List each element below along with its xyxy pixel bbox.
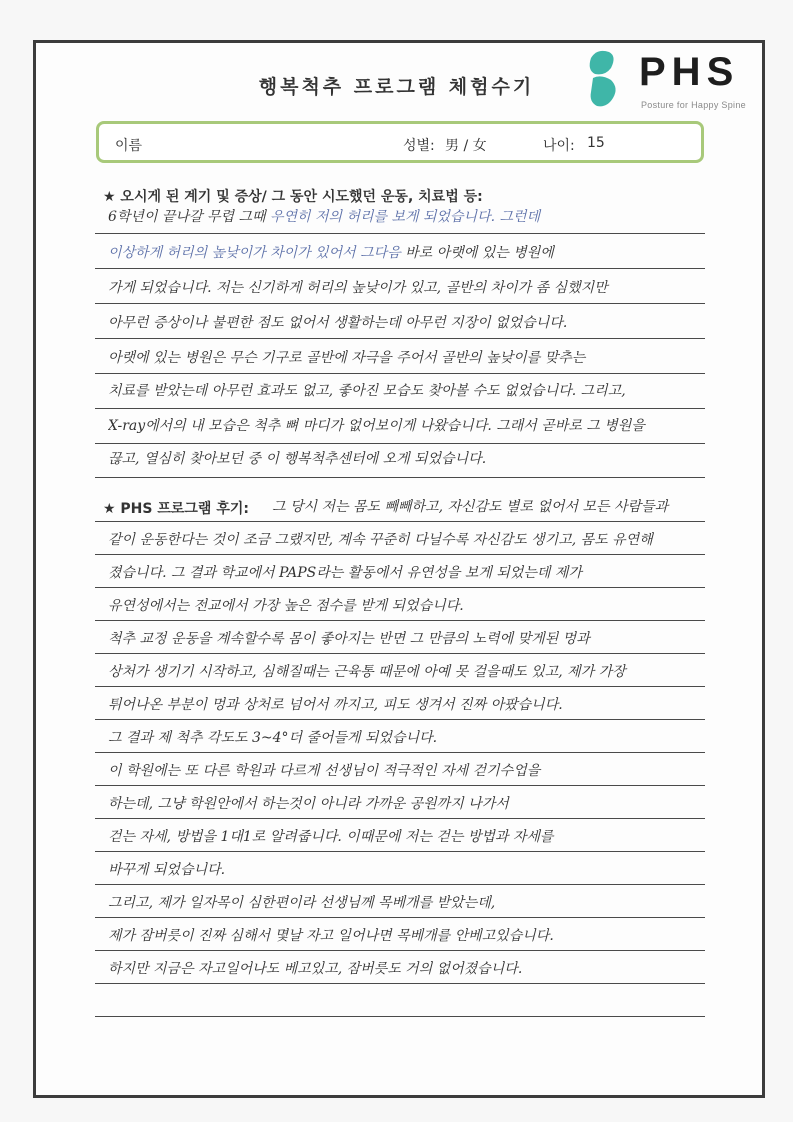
handwritten-text: 아무런 증상이나 불편한 점도 없어서 생활하는데 아무런 지장이 없었습니다. bbox=[108, 315, 568, 331]
handwritten-line bbox=[108, 206, 708, 226]
ruled-line bbox=[95, 818, 705, 819]
info-box bbox=[96, 121, 704, 163]
page-title: 행복척추 프로그램 체험수기 bbox=[258, 76, 535, 98]
handwritten-line: 졌습니다. 그 결과 학교에서 PAPS라는 활동에서 유연성을 보게 되었는데 제가 bbox=[108, 565, 582, 581]
handwritten-line bbox=[108, 380, 708, 400]
handwritten-text: X-ray에서의 내 모습은 척추 뼈 마디가 없어보이게 나왔습니다. 그래서 곧바로 그 병원을 bbox=[108, 418, 645, 434]
ruled-line bbox=[95, 443, 705, 444]
ruled-line bbox=[95, 686, 705, 687]
logo-tagline: Posture for Happy Spine bbox=[641, 100, 746, 110]
handwritten-line: 상처가 생기기 시작하고, 심해질때는 근육통 때문에 아예 못 걸을때도 있고, 제가 가장 bbox=[108, 664, 626, 680]
ruled-line bbox=[95, 785, 705, 786]
ruled-line bbox=[95, 1016, 705, 1017]
ruled-line bbox=[95, 268, 705, 269]
age-value: 15 bbox=[587, 135, 605, 151]
handwritten-line bbox=[108, 312, 708, 332]
ruled-line bbox=[95, 338, 705, 339]
handwritten-line: 그리고, 제가 일자목이 심한편이라 선생님께 목베개를 받았는데, bbox=[108, 895, 496, 911]
handwritten-line: 같이 운동한다는 것이 조금 그랬지만, 계속 꾸준히 다닐수록 자신감도 생기고, 몸도 유연해 bbox=[108, 532, 653, 548]
handwritten-text: 바로 아랫에 있는 병원에 bbox=[400, 245, 554, 261]
ruled-line bbox=[95, 233, 705, 234]
handwritten-line: 바꾸게 되었습니다. bbox=[108, 862, 226, 878]
handwritten-line: 제가 잠버릇이 진짜 심해서 몇날 자고 일어나면 목베개를 안베고있습니다. bbox=[108, 928, 554, 944]
logo-wordmark: PHS bbox=[639, 50, 740, 94]
ruled-line bbox=[95, 884, 705, 885]
handwritten-line bbox=[108, 448, 708, 468]
ruled-line bbox=[95, 303, 705, 304]
ruled-line bbox=[95, 521, 705, 522]
age-label: 나이: bbox=[543, 138, 575, 154]
ruled-line bbox=[95, 587, 705, 588]
handwritten-line: 하지만 지금은 자고일어나도 베고있고, 잠버릇도 거의 없어졌습니다. bbox=[108, 961, 523, 977]
ruled-line bbox=[95, 752, 705, 753]
phs-logo bbox=[585, 44, 765, 114]
section1-title: ★ 오시게 된 계기 및 증상/ 그 동안 시도했던 운동, 치료법 등: bbox=[103, 189, 483, 205]
ruled-line bbox=[95, 983, 705, 984]
handwritten-text: 아랫에 있는 병원은 무슨 기구로 골반에 자극을 주어서 골반의 높낮이를 맞추는 bbox=[108, 350, 586, 366]
handwritten-line: 유연성에서는 전교에서 가장 높은 점수를 받게 되었습니다. bbox=[108, 598, 464, 614]
handwritten-text-blue: 우연히 저의 허리를 보게 되었습니다. 그런데 bbox=[265, 209, 541, 225]
ruled-line bbox=[95, 477, 705, 478]
handwritten-line: 튀어나온 부분이 멍과 상처로 넘어서 까지고, 피도 생겨서 진짜 아팠습니다. bbox=[108, 697, 563, 713]
handwritten-line: 걷는 자세, 방법을 1대1로 알려줍니다. 이때문에 저는 걷는 방법과 자세를 bbox=[108, 829, 554, 845]
phs-logo-icon bbox=[587, 48, 623, 110]
handwritten-line: 하는데, 그냥 학원안에서 하는것이 아니라 가까운 공원까지 나가서 bbox=[108, 796, 509, 812]
handwritten-line bbox=[108, 277, 708, 297]
handwritten-line: 척추 교정 운동을 계속할수록 몸이 좋아지는 반면 그 만큼의 노력에 맞게된 멍과 bbox=[108, 631, 590, 647]
name-label: 이름 bbox=[115, 138, 143, 154]
handwritten-text: 끊고, 열심히 찾아보던 중 이 행복척추센터에 오게 되었습니다. bbox=[108, 451, 487, 467]
handwritten-text: 치료를 받았는데 아무런 효과도 없고, 좋아진 모습도 찾아볼 수도 없었습니다. 그리고, bbox=[108, 383, 626, 399]
handwritten-line bbox=[108, 415, 708, 435]
gender-value: 男 / 女 bbox=[445, 138, 487, 154]
ruled-line bbox=[95, 950, 705, 951]
section2-title: ★ PHS 프로그램 후기: bbox=[103, 501, 249, 517]
handwritten-text: 6학년이 끝나갈 무렵 그때 bbox=[108, 209, 266, 225]
ruled-line bbox=[95, 917, 705, 918]
gender-label: 성별: bbox=[403, 138, 435, 154]
handwritten-line bbox=[108, 242, 708, 262]
handwritten-line: 그 당시 저는 몸도 빼빼하고, 자신감도 별로 없어서 모든 사람들과 bbox=[272, 499, 669, 515]
ruled-line bbox=[95, 373, 705, 374]
handwritten-line bbox=[108, 347, 708, 367]
ruled-line bbox=[95, 620, 705, 621]
ruled-line bbox=[95, 851, 705, 852]
ruled-line bbox=[95, 408, 705, 409]
handwritten-text-blue: 이상하게 허리의 높낮이가 차이가 있어서 그다음 bbox=[108, 245, 401, 261]
handwritten-text: 가게 되었습니다. 저는 신기하게 허리의 높낮이가 있고, 골반의 차이가 좀 심했지만 bbox=[108, 280, 608, 296]
ruled-line bbox=[95, 719, 705, 720]
handwritten-line: 이 학원에는 또 다른 학원과 다르게 선생님이 적극적인 자세 걷기수업을 bbox=[108, 763, 541, 779]
handwritten-line: 그 결과 제 척추 각도도 3~4°더 줄어들게 되었습니다. bbox=[108, 730, 438, 746]
ruled-line bbox=[95, 653, 705, 654]
ruled-line bbox=[95, 554, 705, 555]
